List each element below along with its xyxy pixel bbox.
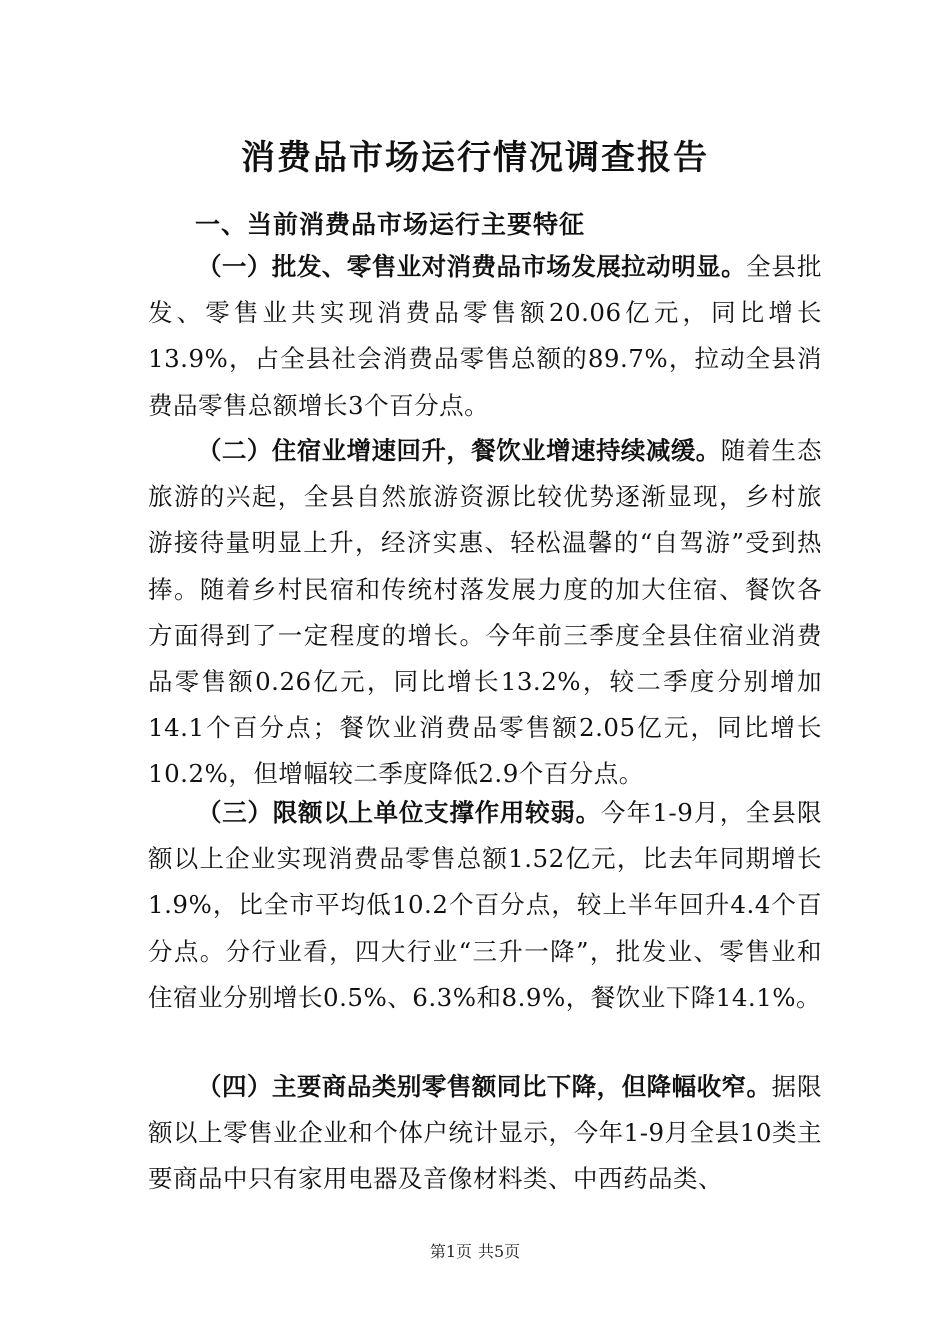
- paragraph-2: [148, 428, 822, 798]
- paragraph-4-text: 据限额以上零售业企业和个体户统计显示，今年1-9月全县10类主要商品中只有家用电器及音像材料类、中西药品类、: [148, 1072, 823, 1194]
- section-heading: 一、当前消费品市场运行主要特征: [195, 210, 586, 239]
- paragraph-3-subheading: （三）限额以上单位支撑作用较弱。: [197, 798, 601, 827]
- paragraph-3-text: 今年1-9月，全县限额以上企业实现消费品零售总额1.52亿元，比去年同期增长1.9%，比全市平均低10.2个百分点，较上半年回升4.4个百分点。分行业看，四大行业“三升一降”，批发业、零售业和住宿业分别增长0.5%、6.3%和8.9%，餐饮业下降14.1%。: [148, 798, 823, 1012]
- paragraph-4-subheading: （四）主要商品类别零售额同比下降，但降幅收窄。: [197, 1072, 772, 1101]
- paragraph-1-subheading: （一）批发、零售业对消费品市场发展拉动明显。: [197, 252, 747, 281]
- page-number: 第1页: [429, 1242, 472, 1261]
- paragraph-3: [148, 790, 822, 1021]
- paragraph-1: [148, 244, 822, 429]
- page-total: 共5页: [478, 1242, 521, 1261]
- paragraph-4: [148, 1064, 822, 1203]
- paragraph-2-subheading: （二）住宿业增速回升，餐饮业增速持续减缓。: [197, 436, 721, 465]
- paragraph-1-text: 全县批发、零售业共实现消费品零售额20.06亿元，同比增长13.9%，占全县社会消费品零售总额的89.7%，拉动全县消费品零售总额增长3个百分点。: [148, 252, 823, 420]
- document-title: 消费品市场运行情况调查报告: [241, 138, 709, 178]
- paragraph-2-text: 随着生态旅游的兴起，全县自然旅游资源比较优势逐渐显现，乡村旅游接待量明显上升，经济实惠、轻松温馨的“自驾游”受到热捧。随着乡村民宿和传统村落发展力度的加大住宿、餐饮各方面得到了一定程度的增长。今年前三季度全县住宿业消费品零售额0.26亿元，同比增长13.2%，较二季度分别增加14.1个百分点；餐饮业消费品零售额2.05亿元，同比增长10.2%，但增幅较二季度降低2.9个百分点。: [148, 436, 822, 789]
- page-footer: [0, 1240, 950, 1264]
